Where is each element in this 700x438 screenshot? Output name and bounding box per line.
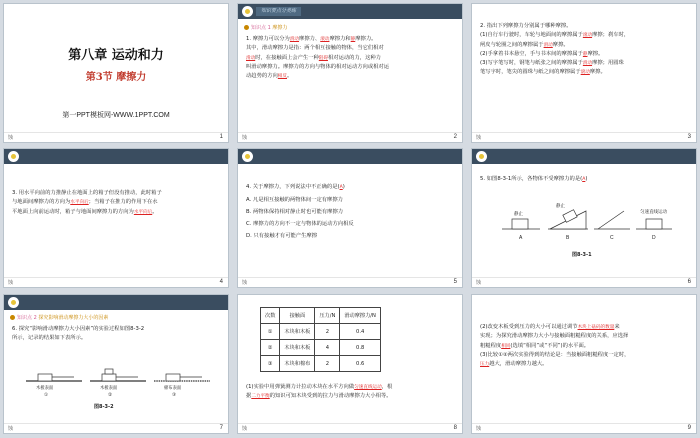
footer-text: 蚀 [8, 135, 14, 141]
label-static-a: 静止 [514, 211, 523, 216]
slide-footer: 蚀 9 [472, 423, 696, 433]
option-label-b: B [566, 235, 570, 241]
table-header-cell: 压力/N [315, 308, 340, 324]
slide-thumbnail-8[interactable] [237, 294, 463, 434]
slide-thumbnail-9[interactable] [471, 294, 697, 434]
slide-header-bar [472, 149, 696, 164]
question-text: (2)改变木板受到压力的大小可以通过调节木块上砝码的数量来 实现；为探究滑动摩擦力大小与接触面粗糙程度的关系，应选择 粗糙程度相同(选填“相同”或“不同”)的水平面。 (3)比较①②两次实验得到的结论是：当接触面粗糙程度一定时， 压力越大，滑动摩擦力越大。 [480, 324, 630, 368]
friction-figure [500, 195, 675, 247]
question-text: 6. 探究“影响滑动摩擦力大小因素”的实验过程如图8-3-2 所示，记录的结果如下表所示。 [12, 326, 145, 342]
table-header-cell: 接触面 [280, 308, 315, 324]
slide-footer: 蚀 6 [472, 277, 696, 287]
table-row: ③ 木块和棉布 2 0.6 [261, 356, 381, 372]
sun-icon [8, 151, 19, 162]
sun-icon [242, 151, 253, 162]
section-title: 第3节 摩擦力 [85, 72, 147, 83]
surface-label-3: 棉布表面 [164, 385, 182, 390]
slide-thumbnail-5[interactable] [237, 148, 463, 288]
trial-number-1: ① [44, 392, 49, 397]
question-text: (1)实验中用弹簧测力计拉动木块在水平方向做匀速直线运动，根 据二力平衡的知识可知木块受到的拉力与滑动摩擦力大小相等。 [246, 384, 393, 400]
trial-number-2: ② [108, 392, 113, 397]
surface-label-1: 木板表面 [36, 385, 54, 390]
table-header-cell: 滑动摩擦力/N [340, 308, 381, 324]
question-text: 5. 如图8-3-1所示，各物体不受摩擦力的是(A) [480, 176, 588, 182]
label-uniform-motion: 匀速直线运动 [640, 209, 667, 214]
page-number: 8 [453, 425, 457, 431]
slide-header-bar [238, 4, 462, 19]
slide-footer: 蚀 4 [4, 277, 228, 287]
page-number: 3 [687, 134, 691, 140]
knowledge-point-heading: 知识点 1 摩擦力 [244, 24, 287, 31]
option-label-d: D [652, 235, 656, 241]
slide-footer: 蚀 8 [238, 423, 462, 433]
chapter-title: 第八章 运动和力 [68, 48, 164, 63]
slide-thumbnail-3[interactable] [471, 3, 697, 143]
question-text: 2. 指出下列摩擦力分别属于哪种摩擦。 (1)自行车行驶时，车轮与地面间的摩擦属于滚动摩擦；刹车时， 闸皮与轮圈之间的摩擦属于滑动摩擦。 (2)手拿着书本悬空，手与书本间的摩擦属于静摩擦。 (3)写字笔写时，钢笔与纸张之间的摩擦属于滑动摩擦；用圆珠 笔写字时，笔尖的圆珠与纸之间的摩擦属于滚动摩擦。 [480, 23, 630, 76]
option-label-c: C [610, 235, 614, 241]
results-table [260, 307, 381, 372]
slide-thumbnail-6[interactable] [471, 148, 697, 288]
page-number: 9 [687, 425, 691, 431]
question-text: 3. 用水平向前的力推静止在地面上的箱子但没有推动，此时箱子 与地面间摩擦力的方向为水平向后；当箱子在推力的作用下在水 平地面上向前运动时，箱子与地面间摩擦力的方向为水平向后。 [12, 190, 162, 215]
figure-caption: 图8-3-1 [572, 252, 592, 258]
site-credit: 第一PPT模板网-WWW.1PPT.COM [62, 112, 170, 119]
slide-thumbnail-4[interactable] [3, 148, 229, 288]
slide-thumbnail-2[interactable] [237, 3, 463, 143]
surface-label-2: 木板表面 [100, 385, 118, 390]
slide-footer [4, 132, 228, 142]
sun-icon [8, 297, 19, 308]
table-header-row [261, 308, 381, 324]
slide-footer: 蚀 7 [4, 423, 228, 433]
bullet-icon [244, 25, 249, 30]
sun-icon [242, 6, 253, 17]
slide-footer: 蚀 2 [238, 132, 462, 142]
slide-footer: 蚀 5 [238, 277, 462, 287]
slide-thumbnail-1[interactable] [3, 3, 229, 143]
knowledge-point-heading: 知识点 2 探究影响滑动摩擦力大小的因素 [10, 314, 108, 321]
table-header-cell: 次数 [261, 308, 280, 324]
slide-header-bar [4, 295, 228, 310]
figure-caption: 图8-3-2 [94, 404, 114, 410]
experiment-figure [24, 357, 214, 397]
page-number: 6 [687, 279, 691, 285]
label-static-b: 静止 [556, 203, 565, 208]
page-number: 2 [453, 134, 457, 140]
slide-header-bar [238, 149, 462, 164]
page-number: 4 [219, 279, 223, 285]
slide-footer: 蚀 3 [472, 132, 696, 142]
question-text: 1. 摩擦力可以分为滑动摩擦力、滚动摩擦力和静摩擦力。 其中，滑动摩擦力是指：两个相互接触的物体，当它们相对 滑动时，在接触面上会产生一种阻碍相对运动的力，这种力 叫滑动摩擦力。摩擦力的方向与物体的相对运动方向或相对运 动趋势的方向相反。 [246, 36, 390, 80]
slide-header-bar [4, 149, 228, 164]
question-text: 4. 关于摩擦力，下列说法中不正确的是(A) A. 凡是相互接触的两物体间一定有摩擦力 B. 两物体保持相对静止时也可能有摩擦力 C. 摩擦力的方向不一定与物体的运动方向相反 D. 只有接触才有可能产生摩擦 [246, 184, 354, 239]
table-row: ① 木块和木板 2 0.4 [261, 324, 381, 340]
bullet-icon [10, 315, 15, 320]
page-number: 5 [453, 279, 457, 285]
page-number: 7 [219, 425, 223, 431]
trial-number-3: ③ [172, 392, 177, 397]
page-number: 1 [219, 134, 223, 140]
header-badge: 知识要点分类练 [256, 7, 301, 16]
sun-icon [476, 151, 487, 162]
table-row: ② 木块和木板 4 0.8 [261, 340, 381, 356]
slide-thumbnail-7[interactable] [3, 294, 229, 434]
option-label-a: A [519, 235, 523, 241]
